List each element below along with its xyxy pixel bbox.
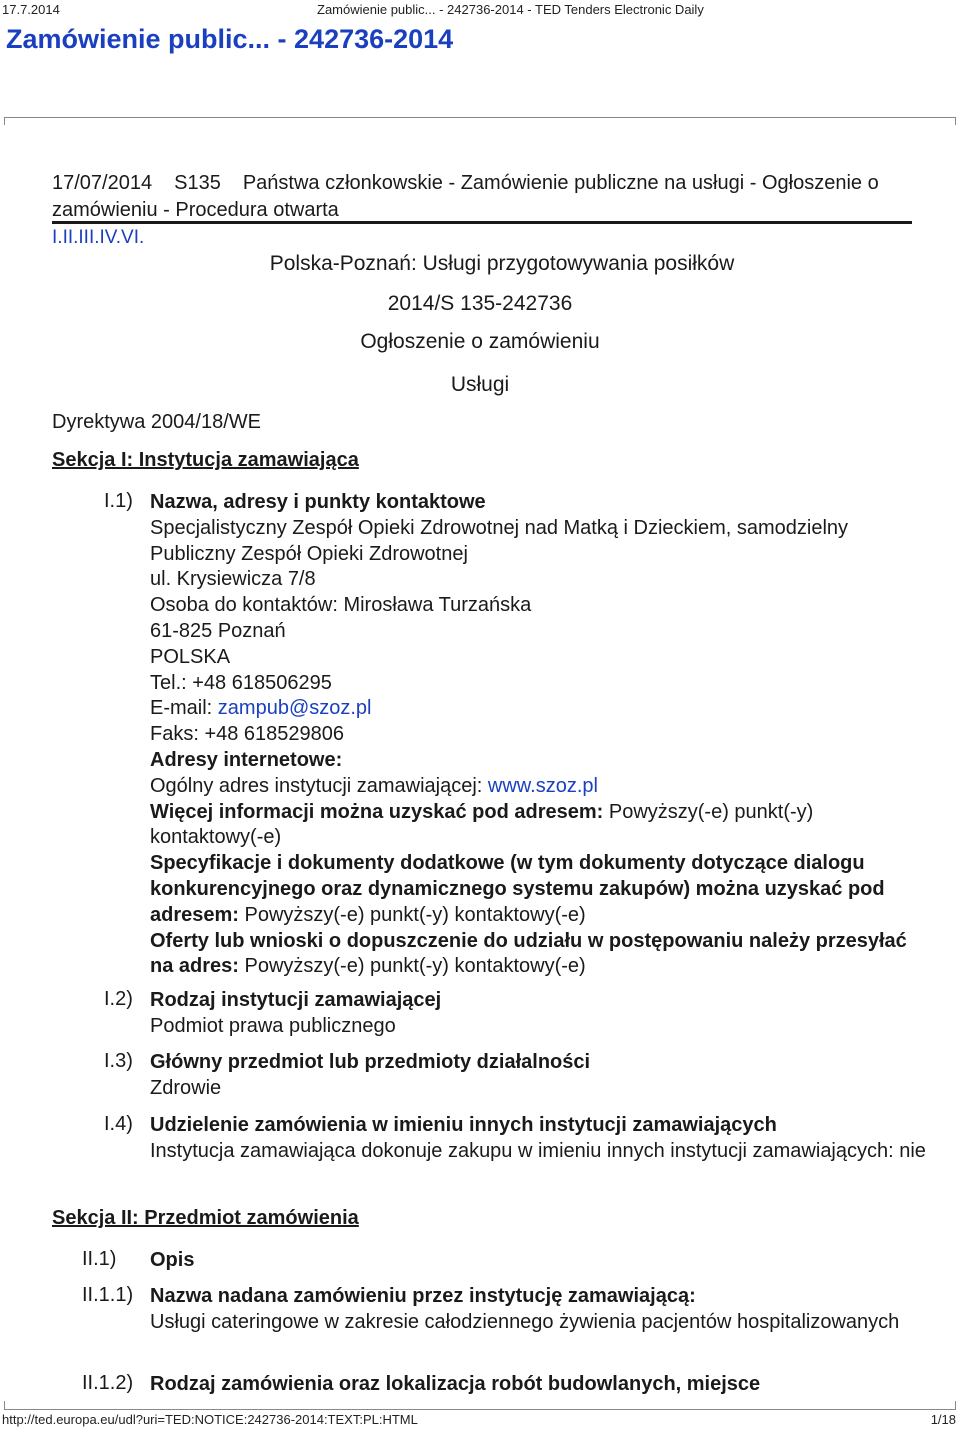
frame-left-tick	[4, 117, 5, 125]
item-number: I.1)	[104, 490, 133, 512]
more-info-label: Więcej informacji można uzyskać pod adresem:	[150, 800, 604, 823]
print-header	[0, 2, 960, 18]
item-title: Opis	[150, 1249, 195, 1271]
publication-text: Państwa członkowskie - Zamówienie publiczne na usługi - Ogłoszenie o zamówieniu - Procedura otwarta	[52, 172, 879, 221]
section-1-heading: Sekcja I: Instytucja zamawiająca	[52, 449, 359, 471]
web-label: Ogólny adres instytucji zamawiającej:	[150, 774, 488, 797]
section-nav-link-1[interactable]: I.	[52, 227, 63, 248]
section-nav-link-3[interactable]: III.	[78, 227, 100, 248]
item-number: I.4)	[104, 1113, 133, 1135]
section-2-heading: Sekcja II: Przedmiot zamówienia	[52, 1207, 359, 1229]
item-i3	[150, 1050, 930, 1102]
email-link[interactable]: zampub@szoz.pl	[217, 697, 372, 720]
telephone: Tel.: +48 618506295	[150, 671, 332, 694]
print-date: 17.7.2014	[2, 2, 60, 17]
item-i2	[150, 988, 930, 1040]
item-number: I.3)	[104, 1050, 133, 1072]
more-info-value: Powyższy(-e) punkt(-y) kontaktowy(-e)	[150, 800, 814, 849]
specs-value: Powyższy(-e) punkt(-y) kontaktowy(-e)	[238, 903, 586, 926]
publication-date: 17/07/2014	[52, 172, 153, 194]
section-nav	[52, 227, 144, 249]
notice-category: Usługi	[450, 373, 510, 396]
print-page-title: Zamówienie public... - 242736-2014 - TED Tenders Electronic Daily	[317, 2, 704, 17]
item-value: Instytucja zamawiająca dokonuje zakupu w imieniu innych instytucji zamawiających: nie	[150, 1139, 926, 1162]
email-label: E-mail:	[150, 697, 218, 720]
web-heading: Adresy internetowe:	[150, 748, 343, 771]
item-number: II.1)	[82, 1248, 117, 1270]
specs-info	[150, 851, 930, 928]
specs-label: Specyfikacje i dokumenty dodatkowe (w tym dokumenty dotyczące dialogu konkurencyjnego oraz dynamicznego systemu zakupów) można uzyskać pod adresem:	[150, 852, 885, 926]
footer-page-number: 1/18	[930, 1412, 956, 1427]
item-i4	[150, 1113, 930, 1165]
offers-label: Oferty lub wnioski o dopuszczenie do udziału w postępowaniu należy przesyłać na adres:	[150, 929, 907, 978]
frame-bottom-right-tick	[955, 1401, 956, 1409]
section-nav-link-4[interactable]: IV.	[99, 227, 122, 248]
document-title: Zamówienie public... - 242736-2014	[6, 24, 454, 54]
email-line	[150, 696, 930, 722]
frame-right-tick	[955, 117, 956, 125]
item-title: Rodzaj instytucji zamawiającej	[150, 989, 442, 1011]
item-number: II.1.1)	[82, 1284, 134, 1306]
item-value: Zdrowie	[150, 1076, 222, 1099]
section-nav-link-6[interactable]: VI.	[121, 227, 145, 248]
country: POLSKA	[150, 645, 231, 668]
publication-issue: S135	[174, 172, 221, 194]
offers-value: Powyższy(-e) punkt(-y) kontaktowy(-e)	[238, 955, 586, 978]
section-nav-link-2[interactable]: II.	[62, 227, 79, 248]
authority-name: Specjalistyczny Zespół Opieki Zdrowotnej nad Matką i Dzieckiem, samodzielny Publiczny Zespół Opieki Zdrowotnej	[150, 516, 849, 565]
item-number: II.1.2)	[82, 1372, 134, 1394]
item-ii11	[150, 1284, 930, 1336]
web-link[interactable]: www.szoz.pl	[487, 774, 598, 797]
item-value: Podmiot prawa publicznego	[150, 1014, 396, 1037]
frame-top	[4, 117, 956, 118]
header-rule	[52, 221, 912, 224]
directive: Dyrektywa 2004/18/WE	[52, 411, 261, 433]
fax: Faks: +48 618529806	[150, 723, 345, 746]
item-i1	[150, 490, 930, 980]
publication-line	[52, 170, 932, 224]
more-info	[150, 800, 930, 852]
authority-street: ul. Krysiewicza 7/8	[150, 568, 316, 591]
notice-headline: Polska-Poznań: Usługi przygotowywania posiłków	[269, 252, 735, 275]
item-title: Nazwa nadana zamówieniu przez instytucję zamawiającą:	[150, 1285, 696, 1307]
offers-info	[150, 929, 930, 981]
item-title: Nazwa, adresy i punkty kontaktowe	[150, 491, 486, 513]
item-number: I.2)	[104, 988, 133, 1010]
print-footer	[0, 1410, 960, 1428]
notice-type: Ogłoszenie o zamówieniu	[360, 330, 600, 353]
postal-city: 61-825 Poznań	[150, 619, 286, 642]
frame-bottom-left-tick	[4, 1401, 5, 1409]
document-number: 2014/S 135-242736	[387, 292, 573, 315]
item-title: Rodzaj zamówienia oraz lokalizacja robót budowlanych, miejsce	[150, 1373, 761, 1395]
footer-url: http://ted.europa.eu/udl?uri=TED:NOTICE:242736-2014:TEXT:PL:HTML	[2, 1412, 418, 1427]
contact-person: Osoba do kontaktów: Mirosława Turzańska	[150, 594, 532, 617]
web-line	[150, 774, 930, 800]
item-title: Główny przedmiot lub przedmioty działalności	[150, 1051, 591, 1073]
item-value: Usługi cateringowe w zakresie całodziennego żywienia pacjentów hospitalizowanych	[150, 1310, 900, 1333]
item-title: Udzielenie zamówienia w imieniu innych instytucji zamawiających	[150, 1114, 777, 1136]
